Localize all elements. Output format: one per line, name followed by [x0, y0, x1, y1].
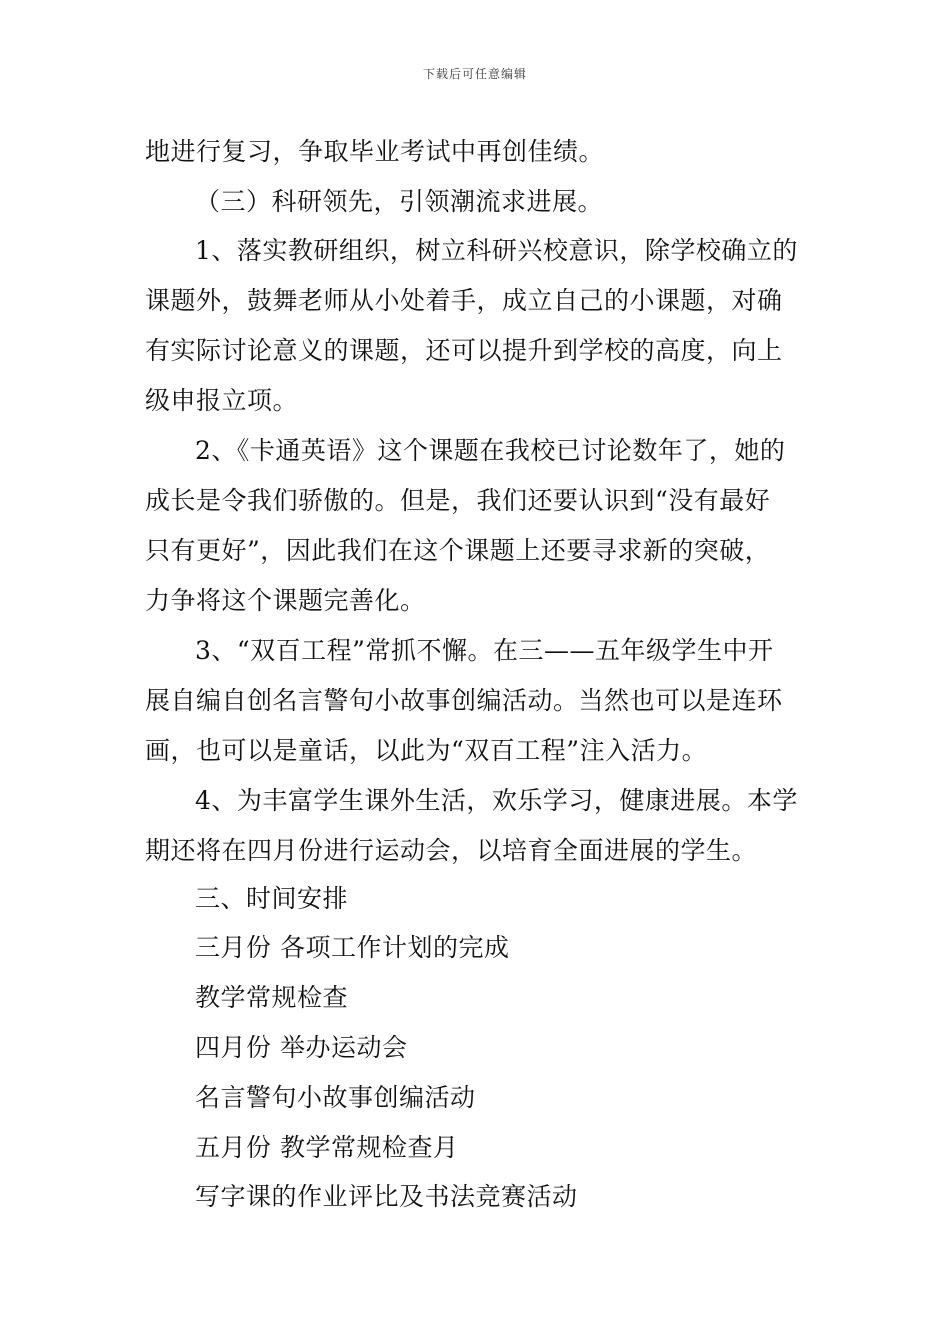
- schedule-item: 四月份 举办运动会: [195, 1033, 408, 1062]
- section-heading: （三）科研领先，引领潮流求进展。: [195, 187, 604, 216]
- text-line: 课题外，鼓舞老师从小处着手，成立自己的小课题，对确: [145, 286, 783, 315]
- text-line: 只有更好”，因此我们在这个课题上还要寻求新的突破，: [145, 536, 771, 565]
- text-line: 4、为丰富学生课外生活，欢乐学习，健康进展。本学: [195, 786, 798, 815]
- text-line: 1、落实教研组织，树立科研兴校意识，除学校确立的: [195, 236, 798, 265]
- text-line: 力争将这个课题完善化。: [145, 586, 426, 615]
- text-line: 3、“双百工程”常抓不懈。在三——五年级学生中开: [195, 636, 774, 665]
- text-line: 级申报立项。: [145, 386, 299, 415]
- schedule-item: 写字课的作业评比及书法竞赛活动: [195, 1182, 578, 1211]
- page-header: 下载后可任意编辑: [422, 67, 527, 81]
- section-heading: 三、时间安排: [195, 884, 349, 913]
- text-line: 地进行复习，争取毕业考试中再创佳绩。: [145, 137, 605, 166]
- schedule-item: 五月份 教学常规检查月: [195, 1133, 459, 1162]
- schedule-item: 三月份 各项工作计划的完成: [195, 933, 510, 962]
- text-line: 成长是令我们骄傲的。但是，我们还要认识到“没有最好: [145, 486, 771, 515]
- schedule-item: 名言警句小故事创编活动: [195, 1083, 476, 1112]
- text-line: 有实际讨论意义的课题，还可以提升到学校的高度，向上: [145, 336, 783, 365]
- schedule-item: 教学常规检查: [195, 983, 349, 1012]
- text-line: 画，也可以是童话，以此为“双百工程”注入活力。: [145, 736, 708, 765]
- text-line: 期还将在四月份进行运动会，以培育全面进展的学生。: [145, 836, 758, 865]
- text-line: 展自编自创名言警句小故事创编活动。当然也可以是连环: [145, 686, 783, 715]
- text-line: 2、《卡通英语》这个课题在我校已讨论数年了，她的: [195, 436, 786, 465]
